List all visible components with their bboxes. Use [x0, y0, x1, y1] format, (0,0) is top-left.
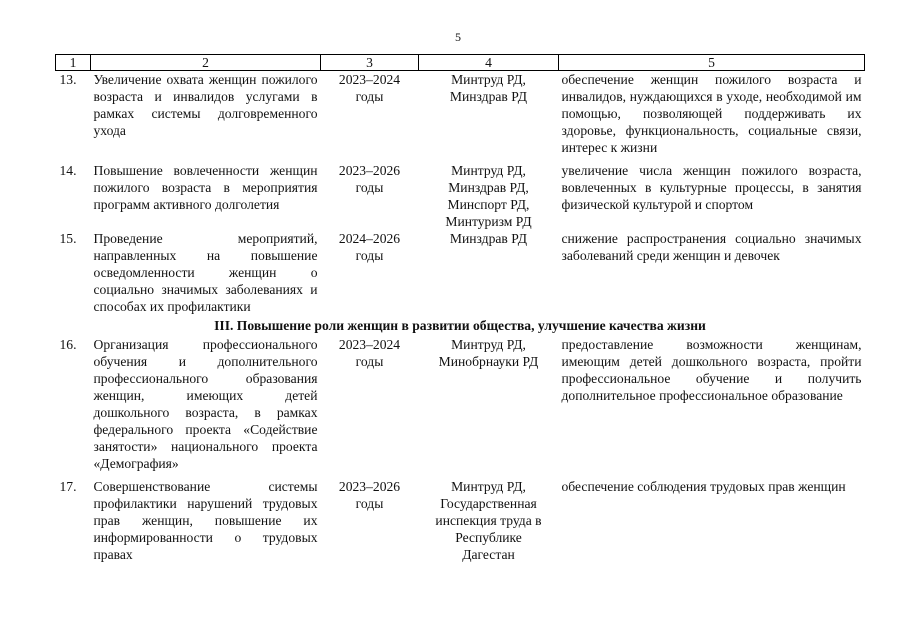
executors: [419, 162, 559, 230]
executor: Минтруд РД,: [451, 163, 526, 178]
table-row: [56, 478, 865, 563]
row-number: 15.: [59, 231, 77, 246]
measure-name: Совершенствование системы профилактики нарушений трудовых прав женщин, повышение их информированности о трудовых правах: [93, 479, 318, 562]
period: 2023–2024 годы: [338, 72, 401, 104]
expected-result: обеспечение соблюдения трудовых прав женщин: [561, 479, 846, 494]
period: 2024–2026 годы: [338, 231, 401, 263]
measure-name: Проведение мероприятий, направленных на повышение осведомленности женщин о социально значимых заболеваниях и способах их профилактики: [93, 231, 318, 314]
executors: [419, 230, 559, 315]
executor: Минобрнауки РД: [438, 354, 539, 369]
column-number: 5: [559, 55, 865, 71]
executor: Республике: [455, 530, 522, 545]
table-row: [56, 230, 865, 315]
row-number: 16.: [59, 337, 77, 352]
measure-name: Повышение вовлеченности женщин пожилого возраста в мероприятия программ активного долголетия: [93, 163, 318, 212]
table-row: [56, 71, 865, 163]
executors: [419, 71, 559, 163]
executor: Минспорт РД,: [447, 197, 530, 212]
executor: Дагестан: [462, 547, 515, 562]
period: 2023–2024 годы: [338, 337, 401, 369]
row-number: 14.: [59, 163, 77, 178]
executor: Минздрав РД,: [448, 180, 529, 195]
measure-name: Организация профессионального обучения и дополнительного профессионального образования женщин, имеющих детей дошкольного возраста, в рамках федерального проекта «Содействие занятости» национального проекта «Демография»: [93, 337, 318, 471]
section-title: III. Повышение роли женщин в развитии общества, улучшение качества жизни: [214, 318, 706, 333]
executor: Минтуризм РД: [445, 214, 532, 229]
period: 2023–2026 годы: [338, 479, 401, 511]
executors: [419, 478, 559, 563]
column-number: 4: [419, 55, 559, 71]
row-number: 13.: [59, 72, 77, 87]
expected-result: снижение распространения социально значимых заболеваний среди женщин и девочек: [561, 231, 862, 263]
measure-name: Увеличение охвата женщин пожилого возраста и инвалидов услугами в рамках системы долговременного ухода: [93, 72, 318, 138]
expected-result: увеличение числа женщин пожилого возраста, вовлеченных в культурные процессы, в занятия физической культурой и спортом: [561, 163, 862, 212]
column-number: 3: [321, 55, 419, 71]
executors: [419, 336, 559, 478]
executor: Государственная: [440, 496, 537, 511]
executor: Минздрав РД: [449, 89, 528, 104]
section-row: [56, 315, 865, 336]
executor: Минтруд РД,: [451, 337, 526, 352]
table-row: [56, 162, 865, 230]
executor: инспекция труда в: [435, 513, 542, 528]
column-number-row: [56, 55, 865, 71]
executor: Минздрав РД: [449, 231, 528, 246]
table-row: [56, 336, 865, 478]
row-number: 17.: [59, 479, 77, 494]
expected-result: предоставление возможности женщинам, имеющим детей дошкольного возраста, пройти профессиональное обучение и получить дополнительное профессиональное образование: [561, 337, 862, 403]
executor: Минтруд РД,: [451, 479, 526, 494]
column-number: 2: [91, 55, 321, 71]
page-number: 5: [455, 30, 461, 44]
measures-table: [55, 54, 865, 563]
executor: Минтруд РД,: [451, 72, 526, 87]
period: 2023–2026 годы: [338, 163, 401, 195]
column-number: 1: [56, 55, 91, 71]
expected-result: обеспечение женщин пожилого возраста и инвалидов, нуждающихся в уходе, необходимой им помощью, позволяющей поддерживать их здоровье, функциональность, социальные связи, интерес к жизни: [561, 72, 862, 155]
